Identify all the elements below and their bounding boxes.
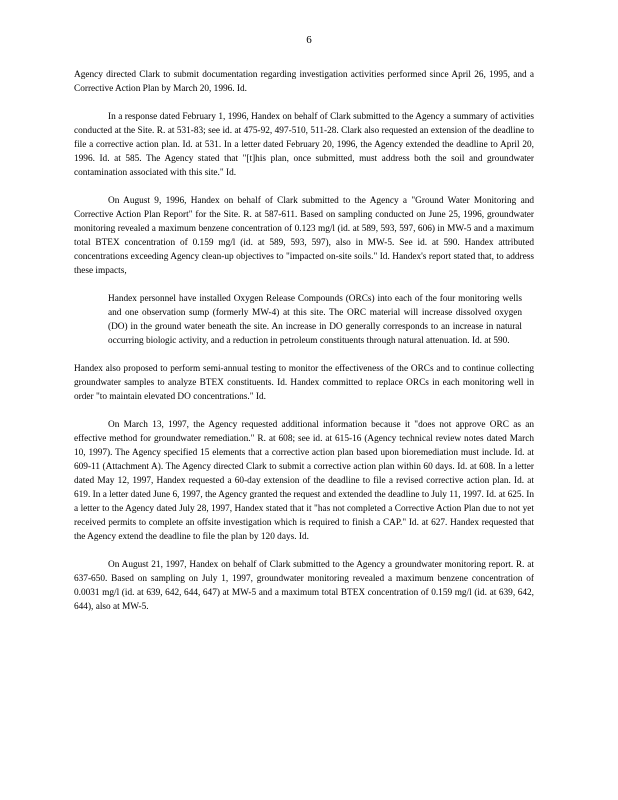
paragraph-6: On August 21, 1997, Handex on behalf of Clark submitted to the Agency a groundwater monitoring report. R. at 637-650. Based on sampling on July 1, 1997, groundwater monitoring revealed a maximum benzene concentration of 0.0031 mg/l (id. at 639, 642, 644, 647) at MW-5 and a maximum total BTEX concentration of 0.159 mg/l (id. at 639, 642, 644), also at MW-5. [74, 560, 534, 612]
paragraph-1: Agency directed Clark to submit documentation regarding investigation activities performed since April 26, 1995, and a Corrective Action Plan by March 20, 1996. Id. [74, 70, 534, 94]
paragraph-2: In a response dated February 1, 1996, Handex on behalf of Clark submitted to the Agency a summary of activities conducted at the Site. R. at 531-83; see id. at 475-92, 497-510, 511-28. Clark also requested an extension of the deadline to file a corrective action plan. Id. at 531. In a letter dated February 20, 1996, the Agency extended the deadline to April 20, 1996. Id. at 585. The Agency stated that "[t]his plan, once submitted, must address both the soil and groundwater contamination associated with this site." Id. [74, 112, 534, 178]
page-number: 6 [306, 34, 312, 46]
block-quote: Handex personnel have installed Oxygen Release Compounds (ORCs) into each of the four monitoring wells and one observation sump (formerly MW-4) at this site. The ORC material will increase dissolved oxygen (DO) in the ground water beneath the site. An increase in DO generally corresponds to an increase in natural occurring biologic activity, and a reduction in petroleum constituents through natural attenuation. Id. at 590. [108, 294, 522, 346]
paragraph-5: On March 13, 1997, the Agency requested additional information because it "does not approve ORC as an effective method for groundwater remediation." R. at 608; see id. at 615-16 (Agency technical review notes dated March 10, 1997). The Agency specified 15 elements that a corrective action plan based upon bioremediation must include. Id. at 609-11 (Attachment A). The Agency directed Clark to submit a corrective action plan within 60 days. Id. at 608. In a letter dated May 12, 1997, Handex requested a 60-day extension of the deadline to file a revised corrective action plan. Id. at 619. In a letter dated June 6, 1997, the Agency granted the request and extended the deadline to July 11, 1997. Id. at 625. In a letter to the Agency dated July 28, 1997, Handex stated that it "has not completed a Corrective Action Plan due to not yet received permits to complete an offsite investigation which is required to finish a CAP." Id. at 627. Handex requested that the Agency extend the deadline to file the plan by 120 days. Id. [74, 420, 534, 542]
document-body [74, 68, 534, 628]
paragraph-4: Handex also proposed to perform semi-annual testing to monitor the effectiveness of the ORCs and to continue collecting groundwater samples to analyze BTEX constituents. Id. Handex committed to replace ORCs in each monitoring well in order "to maintain elevated DO concentrations." Id. [74, 364, 534, 402]
paragraph-3: On August 9, 1996, Handex on behalf of Clark submitted to the Agency a "Ground Water Monitoring and Corrective Action Plan Report" for the Site. R. at 587-611. Based on sampling conducted on June 25, 1996, groundwater monitoring revealed a maximum benzene concentration of 0.123 mg/l (id. at 589, 593, 597, 606) in MW-5 and a maximum total BTEX concentration of 0.159 mg/l (id. at 589, 593, 597), also in MW-5. See id. at 590. Handex attributed concentrations exceeding Agency clean-up objectives to "impacted on-site soils." Id. Handex's report stated that, to address these impacts, [74, 196, 534, 276]
